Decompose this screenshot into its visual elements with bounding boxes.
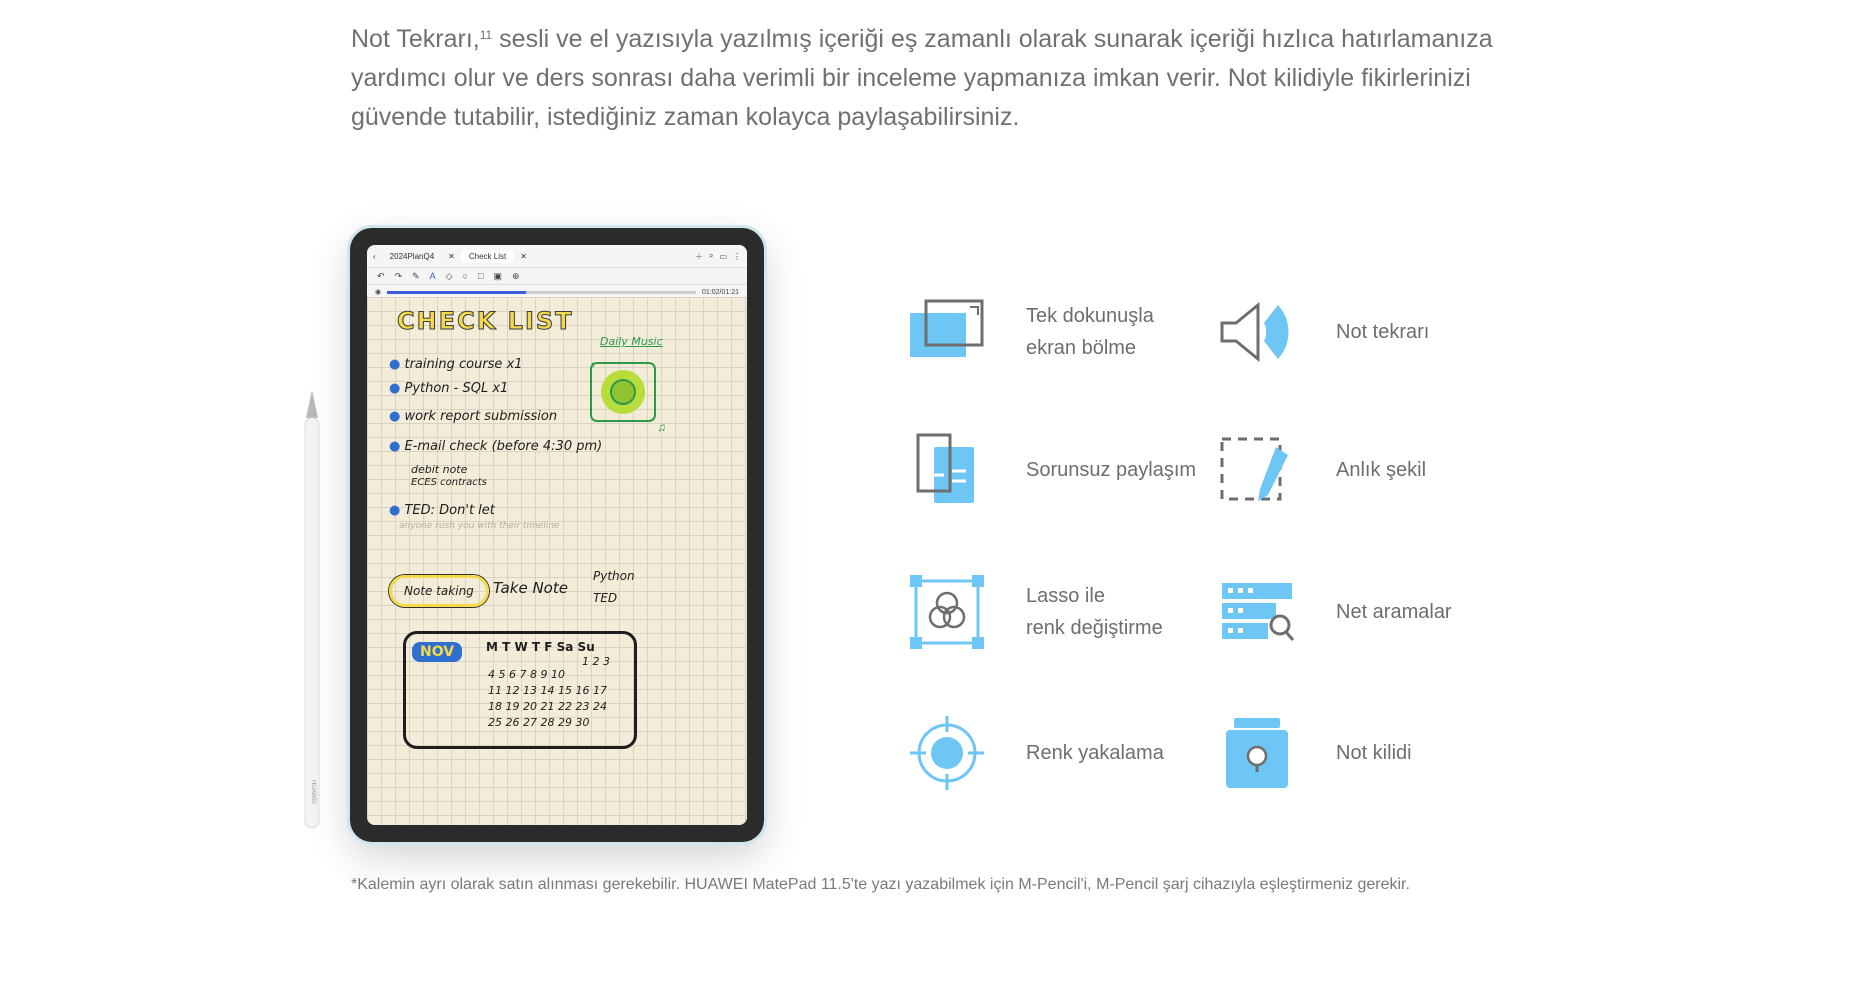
check-item-1: ● training course x1: [389, 357, 523, 372]
feature-search: [1218, 573, 1452, 651]
feature-split-screen: [908, 293, 1154, 371]
playback-progress[interactable]: [387, 291, 696, 294]
note-title: CHECK LIST: [397, 307, 574, 335]
redo-icon[interactable]: ↷: [394, 270, 403, 281]
pen-brand: HUAWEI: [310, 780, 316, 804]
feature-instant-shape: [1218, 431, 1426, 509]
more-icon[interactable]: ⋮: [733, 251, 741, 261]
speaker-icon: [1218, 293, 1296, 371]
note-lock-icon: [1218, 714, 1296, 792]
calendar-doodle: [403, 631, 637, 749]
calendar-row: 4 5 6 7 8 9 10: [488, 668, 565, 681]
feature-note-replay: [1218, 293, 1429, 371]
instant-shape-icon: [1218, 431, 1296, 509]
lasso-color-icon: [908, 573, 986, 651]
color-picker-icon: [908, 714, 986, 792]
eraser-icon[interactable]: ◇: [445, 270, 453, 281]
feature-label: Renk yakalama: [1026, 742, 1164, 764]
search-list-icon: [1218, 573, 1296, 651]
undo-icon[interactable]: ↶: [377, 270, 385, 281]
shape-icon[interactable]: □: [478, 271, 484, 281]
highlighter-icon[interactable]: A: [429, 271, 436, 281]
play-icon[interactable]: ◉: [375, 289, 382, 296]
feature-label: Sorunsuz paylaşım: [1026, 459, 1197, 481]
intro-text-2: sesli ve el yazısıyla yazılmış içeriği eş zamanlı olarak sunarak içeriği hızlıca hatırlamanıza yardımcı olur ve ders sonrası daha verimli bir inceleme yapmanıza imkan verir. Not kilidiyle fikirlerinizi güvende tutabilir, istediğiniz zaman kolayca paylaşabilirsiniz.: [351, 25, 1493, 131]
take-note-label: Take Note: [493, 579, 568, 597]
feature-color-picker: [908, 714, 1164, 792]
intro-paragraph: [351, 20, 1521, 137]
calendar-row: 11 12 13 14 15 16 17: [488, 684, 607, 697]
music-label: Daily Music: [600, 335, 663, 348]
calendar-row: 18 19 20 21 22 23 24: [488, 700, 607, 713]
calendar-month: NOV: [412, 642, 462, 662]
note-canvas[interactable]: [367, 297, 747, 825]
stylus-image: [302, 390, 322, 830]
music-doodle: [585, 355, 675, 435]
time-readout: 01:02/01:21: [702, 288, 739, 296]
close-icon[interactable]: ✕: [448, 251, 455, 261]
tablet-screen: [367, 245, 747, 825]
tab-2024planq4[interactable]: 2024PlanQ4: [389, 251, 435, 261]
svg-text:♫: ♫: [657, 420, 666, 434]
search-icon[interactable]: ⌕: [708, 251, 714, 260]
share-document-icon: [908, 431, 986, 509]
ted-faded: anyone rush you with their timeline: [399, 521, 560, 531]
footnote: *Kalemin ayrı olarak satın alınması gerekebilir. HUAWEI MatePad 11.5'te yazı yazabilmek için M-Pencil'i, M-Pencil şarj cihazıyla eşleştirmeniz gerekir.: [351, 876, 1410, 893]
lasso-icon[interactable]: ○: [462, 271, 469, 281]
calendar-row: 1 2 3: [582, 655, 610, 668]
feature-note-lock: [1218, 714, 1412, 792]
note-taking-bubble: Note taking: [389, 575, 489, 607]
check-item-2: ● Python - SQL x1: [389, 381, 509, 396]
check-item-4: ● E-mail check (before 4:30 pm): [389, 439, 603, 454]
split-screen-icon: [908, 293, 986, 371]
image-icon[interactable]: ▣: [493, 270, 502, 281]
feature-share: [908, 431, 1196, 509]
add-icon[interactable]: ＋: [694, 251, 703, 261]
check-item-3: ● work report submission: [389, 409, 558, 424]
back-icon[interactable]: ‹: [373, 251, 376, 261]
close-icon[interactable]: ✕: [520, 251, 527, 261]
intro-text-1: Not Tekrarı,: [351, 25, 480, 53]
sub-item-1: debit note: [411, 463, 468, 476]
feature-label: Lasso ile renk değiştirme: [1026, 585, 1163, 639]
svg-text:♪: ♪: [589, 358, 595, 372]
feature-label: Not tekrarı: [1336, 321, 1430, 343]
layout-icon[interactable]: ▭: [719, 251, 727, 261]
zoom-icon[interactable]: ⊕: [511, 270, 520, 281]
calendar-weekdays: M T W T F Sa Su: [486, 640, 595, 654]
feature-label: Tek dokunuşla ekran bölme: [1026, 305, 1154, 359]
feature-label: Not kilidi: [1336, 742, 1412, 764]
notes-tab-bar: [367, 245, 747, 268]
take-note-a: Python: [593, 569, 635, 583]
pen-tool-icon[interactable]: ✎: [412, 270, 420, 281]
tab-check-list[interactable]: Check List: [461, 250, 514, 263]
footnote-ref[interactable]: 11: [479, 28, 493, 42]
ted-line: ● TED: Don't let: [389, 503, 495, 518]
take-note-b: TED: [593, 591, 618, 605]
feature-label: Anlık şekil: [1336, 459, 1427, 481]
feature-label: Net aramalar: [1336, 601, 1452, 623]
drawing-toolbar: [367, 268, 747, 285]
feature-lasso-color: [908, 573, 1163, 651]
sub-item-2: ECES contracts: [411, 477, 487, 488]
calendar-row: 25 26 27 28 29 30: [488, 716, 590, 729]
